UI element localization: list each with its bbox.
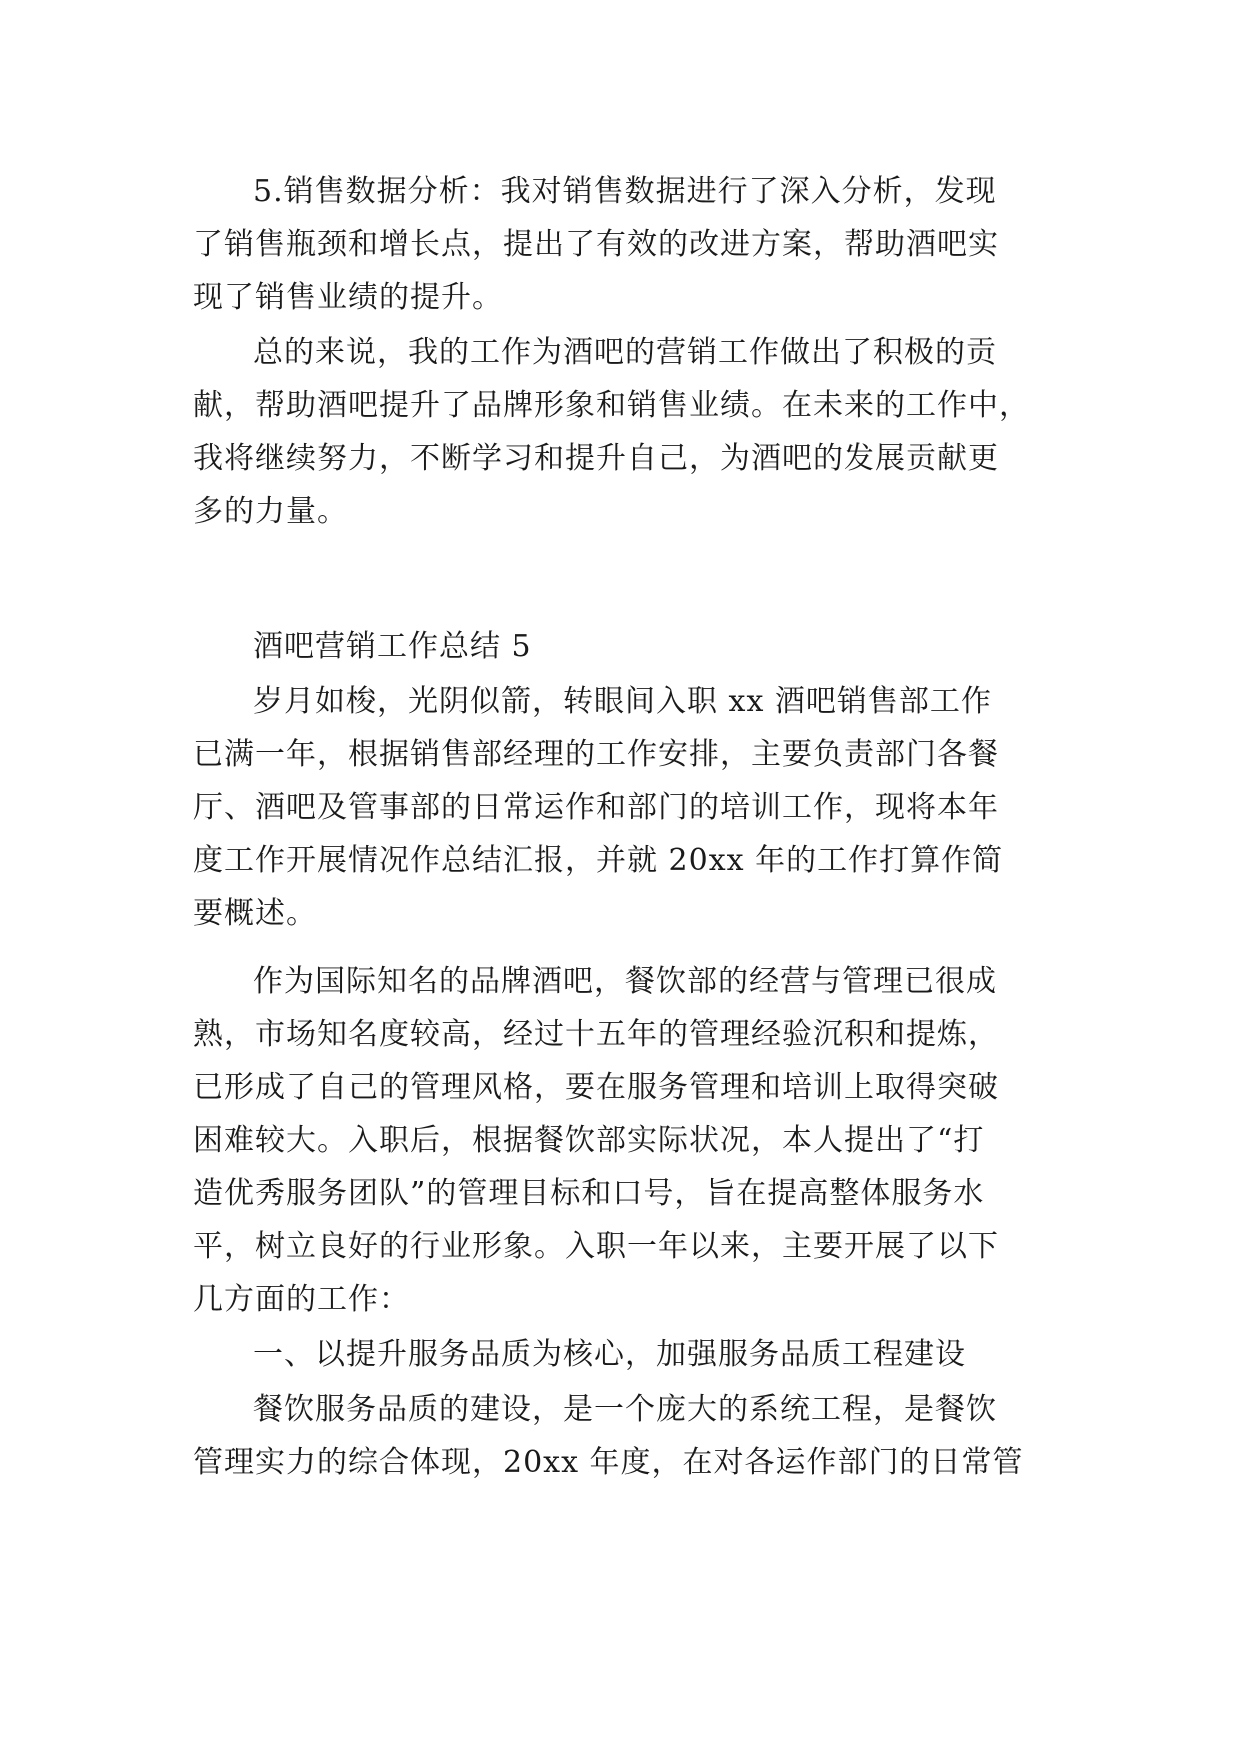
text-line: 已形成了自己的管理风格，要在服务管理和培训上取得突破 xyxy=(193,1070,999,1105)
section-heading: 酒吧营销工作总结 5 xyxy=(253,629,532,664)
text-line: 我将继续努力，不断学习和提升自己，为酒吧的发展贡献更 xyxy=(193,441,999,476)
text-line: 厅、酒吧及管事部的日常运作和部门的培训工作，现将本年 xyxy=(193,790,999,825)
text-line: 管理实力的综合体现，20xx 年度，在对各运作部门的日常管 xyxy=(193,1445,1024,1480)
text-line: 作为国际知名的品牌酒吧，餐饮部的经营与管理已很成 xyxy=(253,964,997,999)
text-line: 总的来说，我的工作为酒吧的营销工作做出了积极的贡 xyxy=(253,335,997,370)
text-line: 岁月如梭，光阴似箭，转眼间入职 xx 酒吧销售部工作 xyxy=(253,684,992,719)
text-line: 平，树立良好的行业形象。入职一年以来，主要开展了以下 xyxy=(193,1229,999,1264)
text-line: 熟，市场知名度较高，经过十五年的管理经验沉积和提炼， xyxy=(193,1017,999,1052)
text-line: 几方面的工作： xyxy=(193,1282,410,1317)
text-line: 5.销售数据分析：我对销售数据进行了深入分析，发现 xyxy=(253,174,997,209)
section-subheading: 一、以提升服务品质为核心，加强服务品质工程建设 xyxy=(253,1337,966,1372)
text-line: 献，帮助酒吧提升了品牌形象和销售业绩。在未来的工作中， xyxy=(193,388,1030,423)
text-line: 餐饮服务品质的建设，是一个庞大的系统工程，是餐饮 xyxy=(253,1392,997,1427)
text-line: 了销售瓶颈和增长点，提出了有效的改进方案，帮助酒吧实 xyxy=(193,227,999,262)
text-line: 多的力量。 xyxy=(193,494,348,529)
text-line: 要概述。 xyxy=(193,896,317,931)
text-line: 困难较大。入职后，根据餐饮部实际状况，本人提出了“打 xyxy=(193,1123,985,1158)
text-line: 度工作开展情况作总结汇报，并就 20xx 年的工作打算作简 xyxy=(193,843,1004,878)
text-line: 现了销售业绩的提升。 xyxy=(193,280,503,315)
text-line: 造优秀服务团队”的管理目标和口号，旨在提高整体服务水 xyxy=(193,1176,985,1211)
text-line: 已满一年，根据销售部经理的工作安排，主要负责部门各餐 xyxy=(193,737,999,772)
